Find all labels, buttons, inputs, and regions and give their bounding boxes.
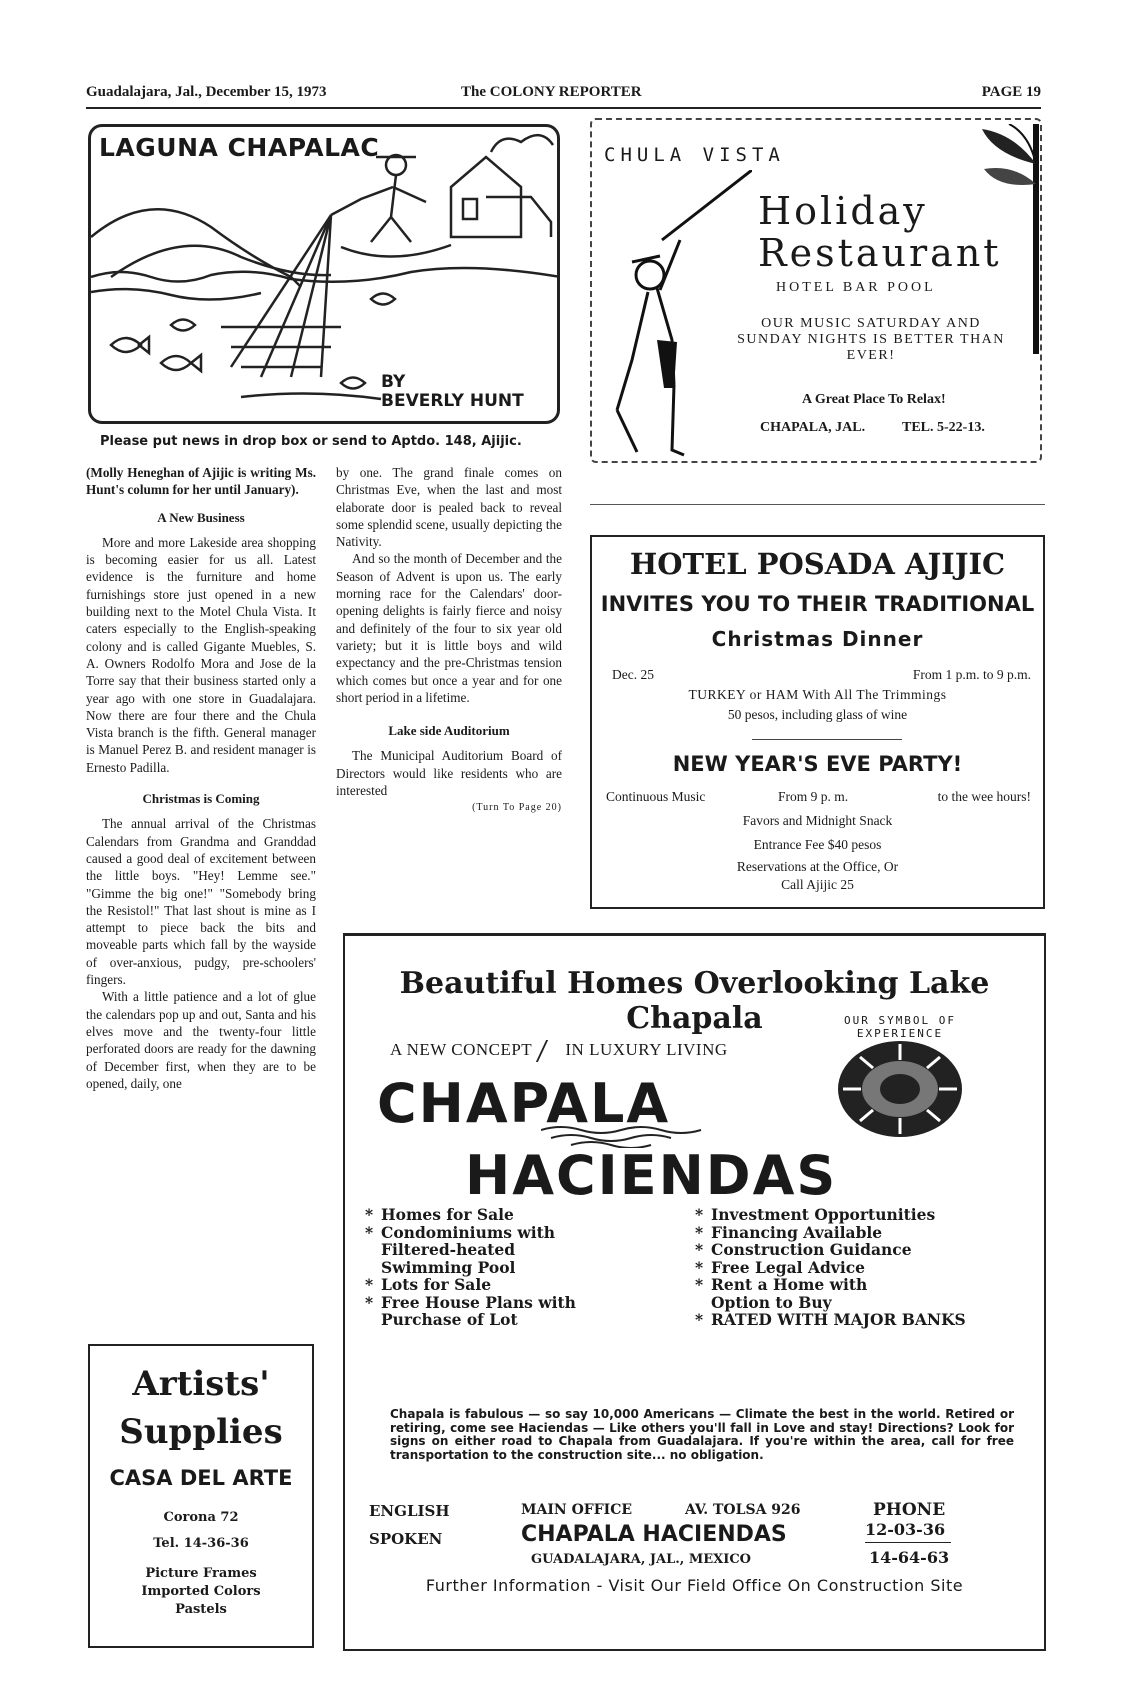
divider [752, 739, 902, 740]
dinner-menu: TURKEY or HAM With All The Trimmings [688, 687, 947, 702]
byline-text: BY BEVERLY HUNT [381, 372, 524, 411]
column-title: LAGUNA CHAPALAC [99, 133, 380, 162]
sun-symbol-seal-icon [825, 1024, 975, 1154]
paragraph: The Municipal Auditorium Board of Directors would like residents who are interested [336, 748, 562, 799]
nye-party: NEW YEAR'S EVE PARTY! [672, 752, 963, 776]
english-label: ENGLISH [369, 1502, 450, 1520]
dinner-date: Dec. 25 [612, 667, 654, 682]
posada-title: HOTEL POSADA AJIJIC [629, 547, 1006, 581]
masthead-dateline: Guadalajara, Jal., December 15, 1973 [86, 84, 327, 100]
concept-part-a: A NEW CONCEPT [390, 1040, 532, 1059]
divider [590, 504, 1045, 505]
features-list-right [695, 1206, 966, 1329]
main-office-label: MAIN OFFICE [521, 1502, 633, 1518]
feature-item: Option to Buy [711, 1292, 832, 1312]
logo-haciendas: HACIENDAS [465, 1144, 838, 1207]
chapala-haciendas-ad [343, 933, 1046, 1651]
feature-item: * Lots for Sale [365, 1276, 576, 1294]
nye-start: From 9 p. m. [778, 789, 849, 804]
article-column-1 [86, 464, 316, 1092]
paragraph: The annual arrival of the Christmas Calendars from Grandma and Granddad caused a good deal of excitement between the little boys. "Hey! Lemme see." "Gimme the big one!" "Somebody bring the Resistol!" That last shout is mine as I attempt to piece back the bits and moveable parts which fall by the wayside of over-anxious, pudgy, pre-schoolers' fingers. [86, 816, 316, 988]
feature-item: * Investment Opportunities [695, 1206, 966, 1224]
location: CHAPALA, JAL. [760, 420, 866, 435]
column-byline [381, 373, 524, 411]
logo-chapala: CHAPALA [377, 1072, 671, 1135]
restaurant-name-line1: Holiday [758, 189, 928, 233]
masthead-rule [86, 107, 1041, 109]
nye-end: to the wee hours! [937, 789, 1031, 804]
store-telephone: Tel. 14-36-36 [153, 1536, 249, 1551]
paragraph: by one. The grand finale comes on Christmas Eve, when the last and most elaborate door is pealed back to reveal some splendid scene, usually depicting the Nativity. [336, 465, 562, 550]
masthead-page-number: PAGE 19 [981, 84, 1041, 100]
features-list-left [365, 1206, 576, 1329]
feature-item: * Rent a Home with [695, 1276, 966, 1294]
nye-favors: Favors and Midnight Snack [742, 813, 893, 828]
chula-vista-ad [590, 118, 1042, 463]
store-name: CASA DEL ARTE [109, 1466, 293, 1490]
golfer-icon [602, 170, 752, 460]
masthead-paper-name: The COLONY REPORTER [461, 84, 642, 100]
subhead-new-business: A New Business [157, 509, 245, 525]
store-address: Corona 72 [163, 1510, 239, 1525]
restaurant-name [758, 190, 1002, 274]
paragraph: And so the month of December and the Season of Advent is upon us. The early morning race for the Calendars' door-opening delights is fairly fierce and noisy and definitely of the four to six year old variety; but it is little boys and wild expectancy and the pre-Christmas tension which comes but once a year and for one short period in a lifetime. [336, 551, 562, 705]
office-address: AV. TOLSA 926 [685, 1502, 801, 1518]
subhead-christmas: Christmas is Coming [142, 791, 260, 807]
phone-number-1: 12-03-36 [865, 1520, 946, 1539]
feature-item: * Free House Plans with [365, 1294, 576, 1312]
artists-title-line1: Artists' [132, 1364, 270, 1404]
guest-writer-note: (Molly Heneghan of Ajijic is writing Ms. Hunt's column for her until January). [86, 465, 316, 498]
concept-part-b: IN LUXURY LIVING [565, 1040, 728, 1059]
haciendas-paragraph: Chapala is fabulous — so say 10,000 Americans — Climate the best in the world. Retired or retiring, come see Haciendas — Like others you'll fall in Love and stay! Directions? Look for signs on either road to Chapala from Guadalajara. If you're within the area, call for free transportation to the construction site... no obligation. [390, 1407, 1014, 1462]
office-city: GUADALAJARA, JAL., MEXICO [531, 1552, 751, 1567]
artists-supplies-ad [88, 1344, 314, 1648]
dinner-hours: From 1 p.m. to 9 p.m. [912, 667, 1031, 682]
artists-title-line2: Supplies [119, 1412, 283, 1452]
masthead [86, 84, 1041, 108]
feature-item: Purchase of Lot [381, 1310, 518, 1329]
nye-music: Continuous Music [606, 789, 706, 804]
artists-title [90, 1360, 312, 1456]
item-picture-frames: Picture Frames [145, 1566, 257, 1581]
phone-number-2: 14-64-63 [869, 1548, 950, 1567]
article-column-2 [336, 464, 562, 817]
divider [536, 1040, 562, 1062]
paragraph: More and more Lakeside area shopping is becoming easier for us all. Latest evidence is the furniture and home furnishings store just opened in a new building next to the Motel Chula Vista. It caters especially to the English-speaking colony and is called Gigante Muebles, S. A. Owners Rodolfo Mora and Jose de la Torre say that their business started only a year ago with one store in Guadalajara. Now there are four there and the Chula Vista branch is the fifth. General manager is Manuel Perez B. and resident manager is Ernesto Padilla. [86, 534, 316, 775]
nye-fee: Entrance Fee $40 pesos [753, 837, 882, 852]
column-header-illustration [88, 124, 560, 424]
item-pastels: Pastels [175, 1602, 227, 1617]
phone-label: PHONE [873, 1500, 946, 1520]
news-drop-note: Please put news in drop box or send to Aptdo. 148, Ajijic. [100, 434, 522, 449]
feature-item: * Homes for Sale [365, 1206, 576, 1224]
nye-reservations: Reservations at the Office, Or [736, 859, 899, 874]
further-information: Further Information - Visit Our Field Office On Construction Site [425, 1576, 964, 1595]
feature-item: * Condominiums with [365, 1224, 576, 1242]
spoken-label: SPOKEN [369, 1530, 443, 1548]
company-name: CHAPALA HACIENDAS [521, 1522, 787, 1547]
hotel-posada-ad [590, 535, 1045, 909]
item-imported-colors: Imported Colors [141, 1584, 261, 1599]
dinner-price: 50 pesos, including glass of wine [727, 707, 908, 722]
restaurant-name-line2: Restaurant [758, 231, 1002, 275]
haciendas-headline: Beautiful Homes Overlooking Lake Chapala [399, 966, 990, 1036]
feature-item: * Financing Available [695, 1224, 966, 1242]
divider [865, 1542, 951, 1543]
nye-call: Call Ajijic 25 [781, 877, 854, 892]
posada-invites: INVITES YOU TO THEIR TRADITIONAL [600, 592, 1035, 616]
jump-line: (Turn To Page 20) [472, 802, 562, 814]
seal-caption: OUR SYMBOL OF EXPERIENCE [843, 1014, 957, 1040]
subhead-auditorium: Lake side Auditorium [388, 723, 510, 739]
paragraph: With a little patience and a lot of glue the calendars pop up and out, Santa and his elves move and the twenty-four little perforated doors are ready for the dawning of December first, when they are to be opened, daily, one [86, 989, 316, 1091]
chula-vista-label: CHULA VISTA [604, 144, 785, 166]
posada-dinner: Christmas Dinner [711, 627, 924, 651]
feature-item: * Free Legal Advice [695, 1259, 966, 1277]
concept-tagline [390, 1040, 728, 1062]
relax-tagline: A Great Place To Relax! [802, 392, 946, 407]
amenities: HOTEL BAR POOL [776, 280, 936, 295]
feature-item: Swimming Pool [381, 1257, 516, 1277]
feature-item: * RATED WITH MAJOR BANKS [695, 1311, 966, 1329]
feature-item: Filtered-heated [381, 1240, 516, 1259]
feature-item: * Construction Guidance [695, 1241, 966, 1259]
telephone: TEL. 5-22-13. [902, 420, 985, 435]
music-note: OUR MUSIC SATURDAY AND SUNDAY NIGHTS IS BETTER THAN EVER! [737, 316, 1005, 363]
